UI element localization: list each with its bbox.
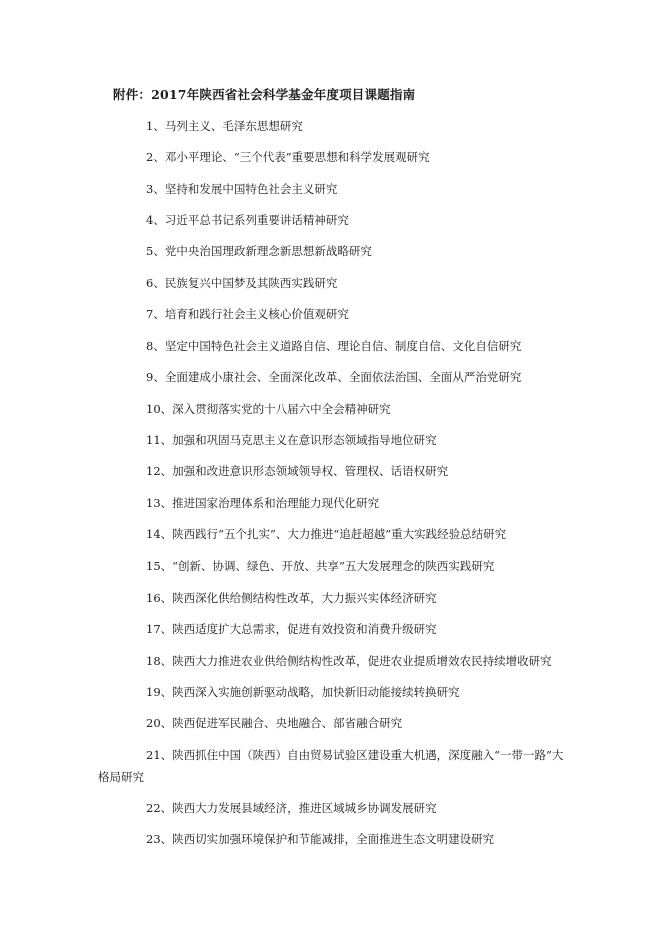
topic-item: 18、陕西大力推进农业供给侧结构性改革，促进农业提质增效农民持续增收研究 bbox=[146, 654, 552, 668]
topic-item: 12、加强和改进意识形态领域领导权、管理权、话语权研究 bbox=[146, 464, 449, 478]
topic-item: 6、民族复兴中国梦及其陕西实践研究 bbox=[146, 276, 338, 290]
topic-item: 17、陕西适度扩大总需求，促进有效投资和消费升级研究 bbox=[146, 622, 437, 636]
topic-item: 7、培育和践行社会主义核心价值观研究 bbox=[146, 307, 349, 321]
topic-item: 23、陕西切实加强环境保护和节能减排，全面推进生态文明建设研究 bbox=[146, 832, 495, 846]
topic-item: 11、加强和巩固马克思主义在意识形态领域指导地位研究 bbox=[146, 433, 437, 447]
document-title: 附件：2017年陕西省社会科学基金年度项目课题指南 bbox=[113, 87, 416, 102]
topic-item: 1、马列主义、毛泽东思想研究 bbox=[146, 119, 303, 133]
topic-item: 4、习近平总书记系列重要讲话精神研究 bbox=[146, 213, 349, 227]
topic-item: 16、陕西深化供给侧结构性改革，大力振兴实体经济研究 bbox=[146, 591, 437, 605]
topic-item: 21、陕西抓住中国（陕西）自由贸易试验区建设重大机遇，深度融入“一带一路”大格局研究 bbox=[98, 748, 564, 784]
topic-item: 5、党中央治国理政新理念新思想新战略研究 bbox=[146, 244, 372, 258]
topic-item: 22、陕西大力发展县域经济，推进区域城乡协调发展研究 bbox=[146, 801, 437, 815]
topic-item: 9、全面建成小康社会、全面深化改革、全面依法治国、全面从严治党研究 bbox=[146, 370, 522, 384]
topic-item: 20、陕西促进军民融合、央地融合、部省融合研究 bbox=[146, 716, 403, 730]
topic-item: 10、深入贯彻落实党的十八届六中全会精神研究 bbox=[146, 402, 391, 416]
topic-item: 8、坚定中国特色社会主义道路自信、理论自信、制度自信、文化自信研究 bbox=[146, 339, 522, 353]
topic-item: 13、推进国家治理体系和治理能力现代化研究 bbox=[146, 496, 380, 510]
topic-item: 14、陕西践行“五个扎实”、大力推进“追赶超越”重大实践经验总结研究 bbox=[146, 527, 507, 541]
topic-item: 2、邓小平理论、“三个代表”重要思想和科学发展观研究 bbox=[146, 150, 430, 164]
topic-item: 19、陕西深入实施创新驱动战略，加快新旧动能接续转换研究 bbox=[146, 685, 460, 699]
topic-item: 15、“创新、协调、绿色、开放、共享”五大发展理念的陕西实践研究 bbox=[146, 559, 495, 573]
topic-item: 3、坚持和发展中国特色社会主义研究 bbox=[146, 182, 338, 196]
